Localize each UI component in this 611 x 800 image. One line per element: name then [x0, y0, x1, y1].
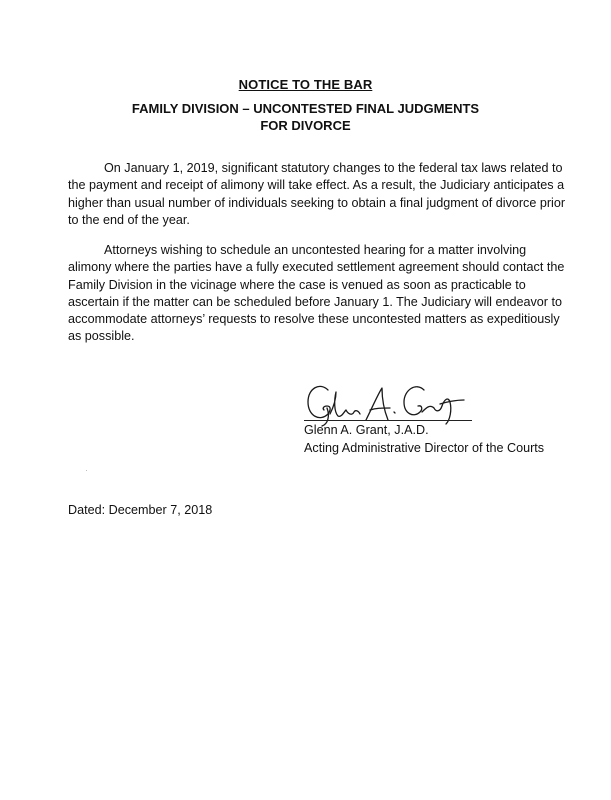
dated-line: Dated: December 7, 2018: [68, 503, 213, 517]
notice-title: NOTICE TO THE BAR: [238, 77, 373, 92]
scan-speck: [86, 470, 87, 471]
signer-title: Acting Administrative Director of the Courts: [304, 440, 545, 455]
subtitle-line-2: FOR DIVORCE: [260, 118, 351, 133]
document-subtitle: [0, 100, 611, 134]
signature-line: [304, 420, 472, 421]
signer-name: Glenn A. Grant, J.A.D.: [304, 423, 429, 437]
paragraph-tax-changes: On January 1, 2019, significant statutory changes to the federal tax laws related to the payment and receipt of alimony will take effect. As a result, the Judiciary anticipates a higher than usual number of individuals seeking to obtain a final judgment of divorce prior to the end of the year.: [68, 161, 566, 227]
signer-block: [304, 422, 544, 457]
subtitle-line-1: FAMILY DIVISION – UNCONTESTED FINAL JUDGMENTS: [131, 101, 480, 116]
paragraph-attorney-instructions: Attorneys wishing to schedule an uncontested hearing for a matter involving alimony where the parties have a fully executed settlement agreement should contact the Family Division in the vicinage where the case is venued as soon as practicable to ascertain if the matter can be scheduled before January 1. The Judiciary will endeavor to accommodate attorneys’ requests to resolve these uncontested matters as expeditiously as possible.: [68, 243, 565, 344]
